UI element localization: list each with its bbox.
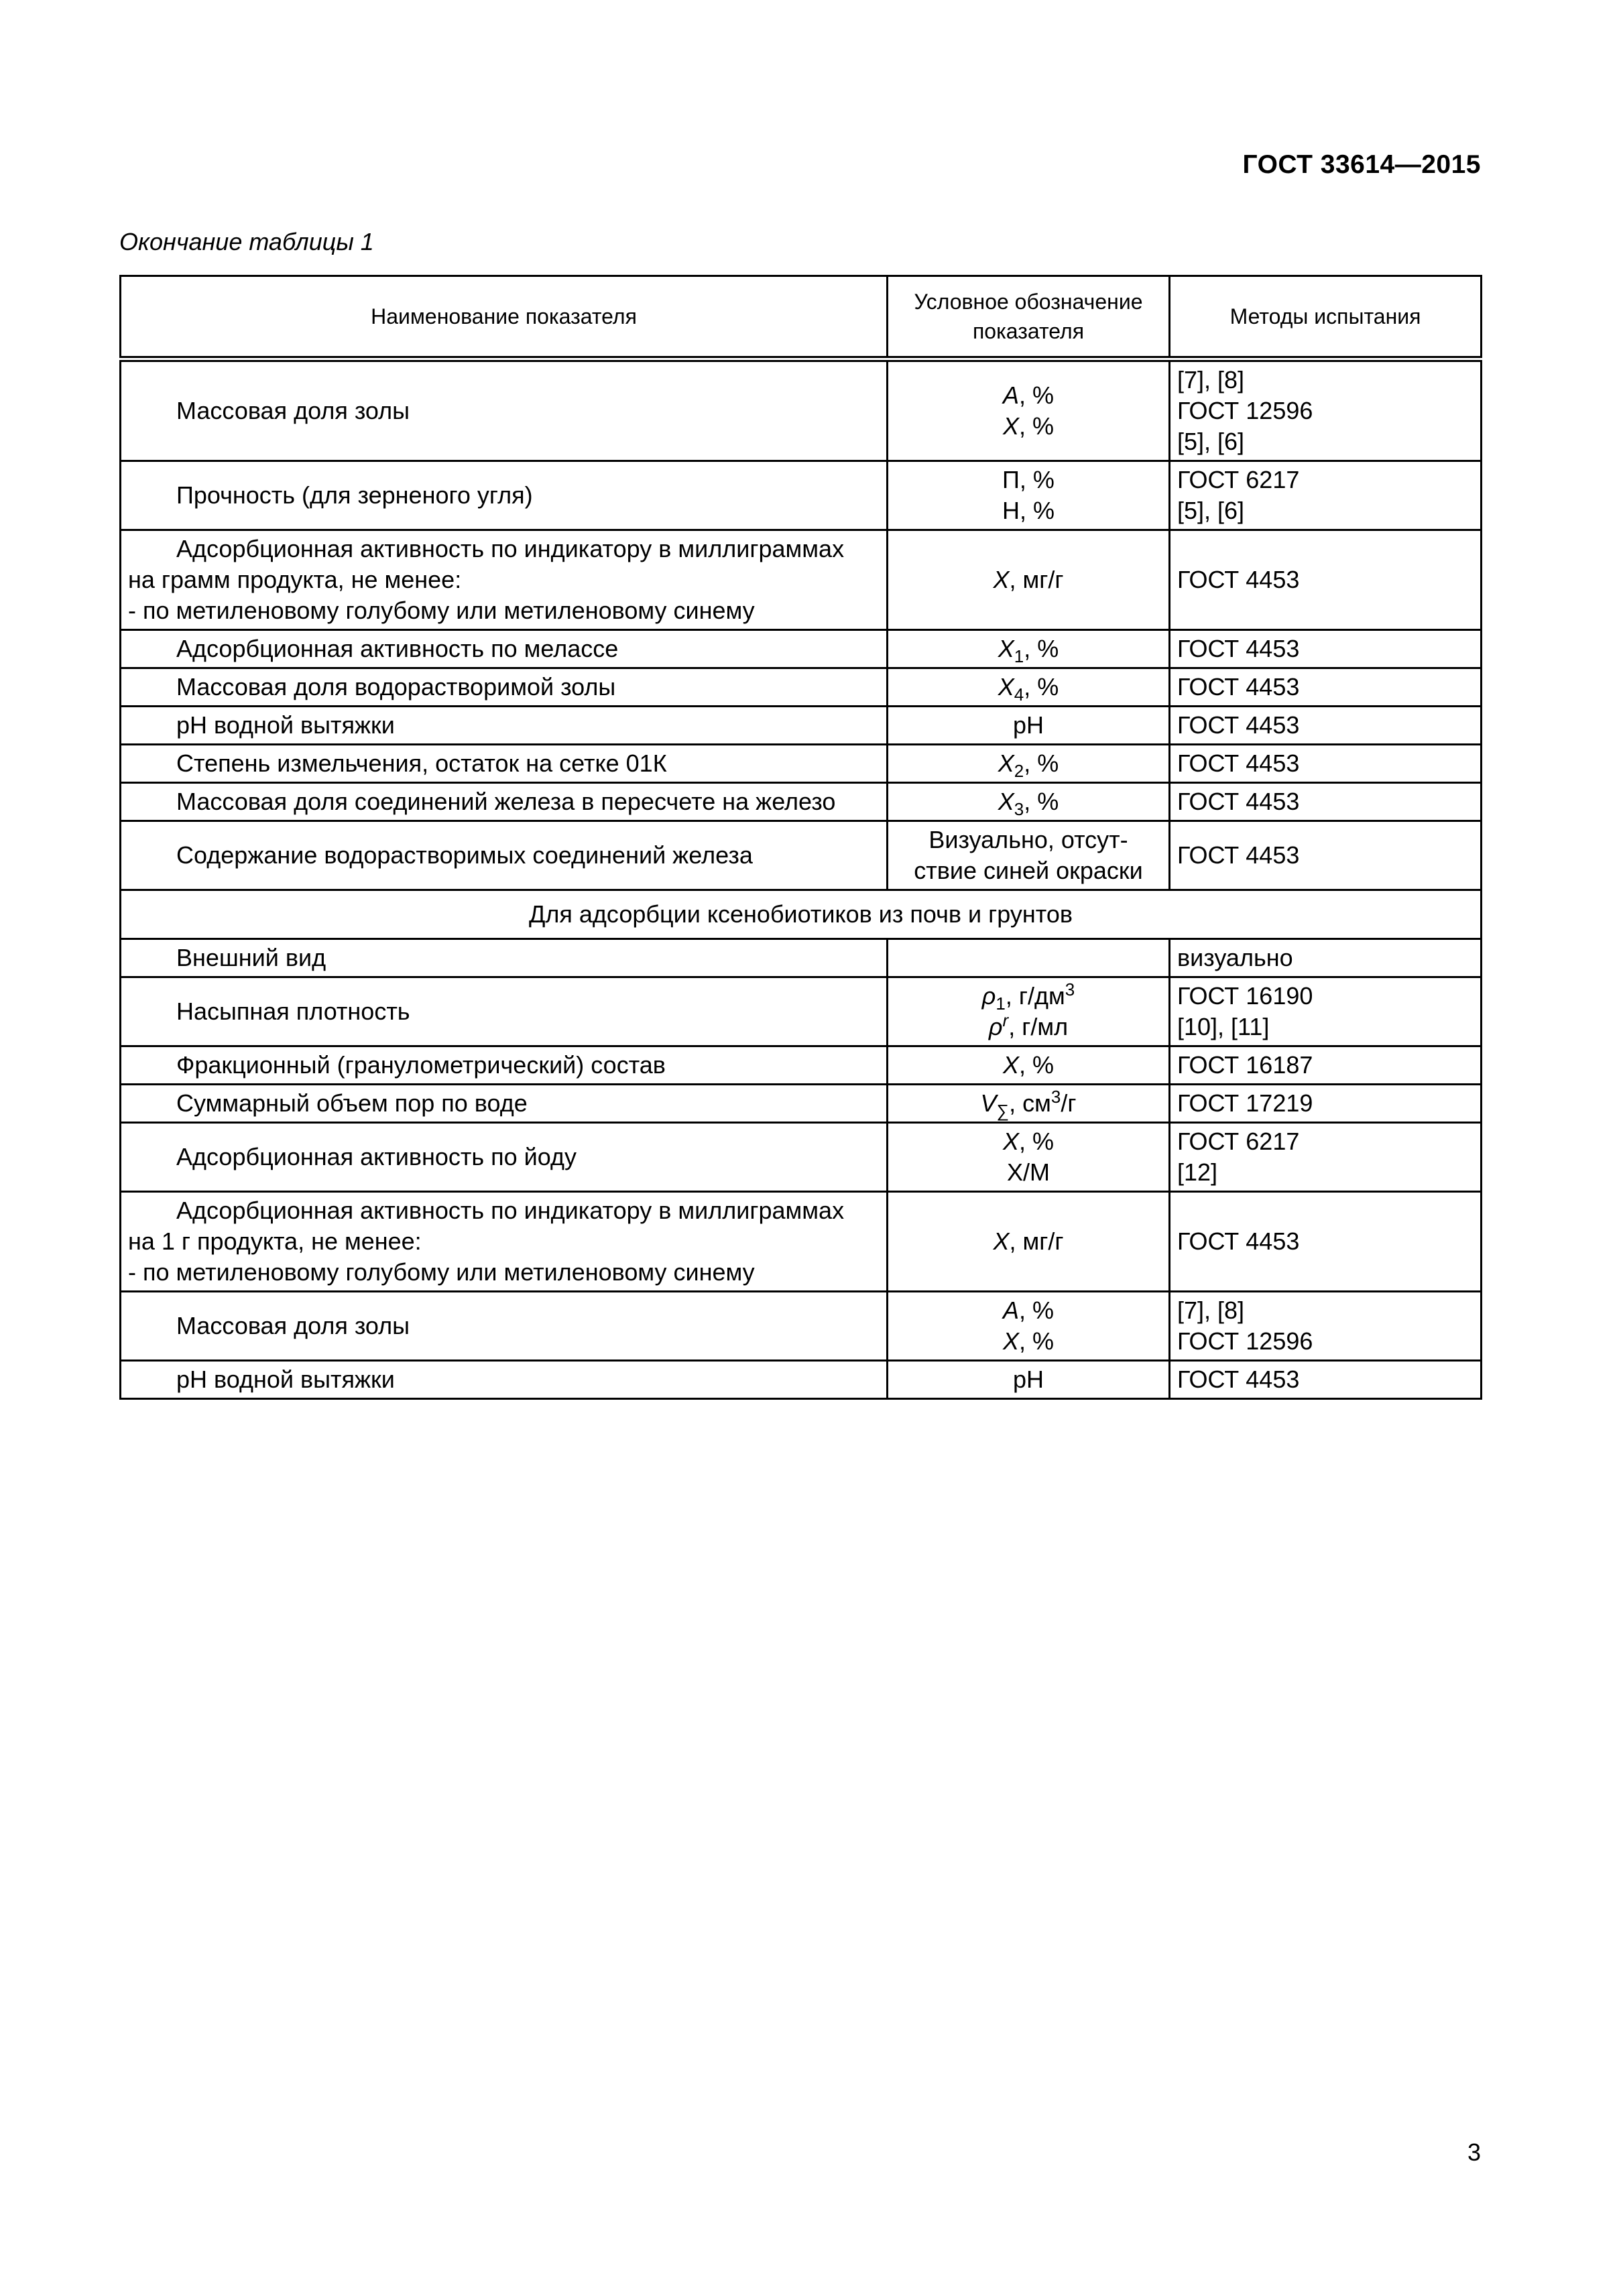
symbol-line xyxy=(895,1126,1162,1157)
indicator-symbol-cell xyxy=(888,1192,1170,1292)
test-method-line: ГОСТ 16190 xyxy=(1177,982,1313,1010)
table-row xyxy=(121,1292,1482,1361)
indicator-name-line: Внешний вид xyxy=(176,944,326,971)
symbol-unit: , % xyxy=(1019,412,1055,440)
table-row xyxy=(121,977,1482,1046)
symbol-unit: , г/дм xyxy=(1005,982,1065,1010)
symbol-line xyxy=(895,1157,1162,1188)
symbol-text: П, % xyxy=(1002,466,1055,493)
symbol-line xyxy=(895,672,1162,703)
test-method-cell xyxy=(1170,1085,1482,1123)
symbol-unit: , мг/г xyxy=(1009,1227,1064,1255)
symbol-variable: X xyxy=(1002,412,1019,440)
indicator-name-cell xyxy=(121,461,888,530)
table-row xyxy=(121,783,1482,821)
symbol-unit: , % xyxy=(1019,1128,1055,1155)
symbol-variable: ρ xyxy=(988,1013,1003,1040)
symbol-text: Визуально, отсут- xyxy=(928,826,1128,853)
symbol-line xyxy=(895,380,1162,411)
indicator-name-line: Адсорбционная активность по йоду xyxy=(176,1143,577,1170)
indicator-name-line: Содержание водорастворимых соединений железа xyxy=(176,841,753,869)
symbol-unit: , % xyxy=(1024,673,1059,701)
indicator-symbol-cell xyxy=(888,745,1170,783)
indicator-name-line: Массовая доля золы xyxy=(176,397,410,424)
symbol-unit-exponent: 3 xyxy=(1065,979,1075,1000)
symbol-line xyxy=(895,1326,1162,1357)
test-method-cell xyxy=(1170,745,1482,783)
symbol-unit: , % xyxy=(1019,1051,1055,1079)
indicator-name-cell xyxy=(121,1085,888,1123)
symbol-line xyxy=(895,1364,1162,1395)
table-caption: Окончание таблицы 1 xyxy=(119,228,374,255)
test-method-line: ГОСТ 6217 xyxy=(1177,1128,1300,1155)
symbol-line xyxy=(895,786,1162,820)
indicators-table xyxy=(119,275,1482,1400)
indicator-name-cell xyxy=(121,707,888,745)
test-method-line: ГОСТ 4453 xyxy=(1177,749,1300,777)
symbol-text: X/M xyxy=(1006,1158,1050,1186)
table-row xyxy=(121,939,1482,977)
indicator-name-cell xyxy=(121,630,888,668)
indicator-name-line: Адсорбционная активность по мелассе xyxy=(176,635,619,662)
indicator-name-cell xyxy=(121,745,888,783)
test-method-cell xyxy=(1170,1192,1482,1292)
table-row xyxy=(121,668,1482,707)
symbol-line xyxy=(895,564,1162,595)
symbol-line xyxy=(895,411,1162,442)
test-method-line: ГОСТ 4453 xyxy=(1177,1366,1300,1393)
symbol-superscript: r xyxy=(1002,1010,1009,1030)
indicator-name-cell xyxy=(121,821,888,890)
symbol-unit-exponent: 3 xyxy=(1050,1087,1061,1107)
table-row xyxy=(121,821,1482,890)
test-method-cell xyxy=(1170,939,1482,977)
test-method-line: [5], [6] xyxy=(1177,497,1245,524)
indicator-name-line: Степень измельчения, остаток на сетке 01К xyxy=(176,749,667,777)
symbol-line xyxy=(895,981,1162,1012)
symbol-line xyxy=(895,748,1162,782)
table-row xyxy=(121,1123,1482,1192)
test-method-line: ГОСТ 4453 xyxy=(1177,635,1300,662)
indicator-symbol-cell xyxy=(888,821,1170,890)
symbol-variable: X xyxy=(993,566,1010,593)
symbol-variable: A xyxy=(1002,381,1019,409)
indicator-name-cell xyxy=(121,530,888,630)
indicator-symbol-cell xyxy=(888,1085,1170,1123)
symbol-unit-tail: /г xyxy=(1061,1089,1077,1117)
symbol-variable: ρ xyxy=(981,982,996,1010)
table-row xyxy=(121,630,1482,668)
table-row xyxy=(121,359,1482,461)
test-method-cell xyxy=(1170,1123,1482,1192)
indicator-symbol-cell xyxy=(888,1046,1170,1085)
indicator-name-cell xyxy=(121,1192,888,1292)
indicator-name-line: Массовая доля соединений железа в пересчете на железо xyxy=(176,788,836,815)
test-method-line: ГОСТ 12596 xyxy=(1177,397,1313,424)
table-row xyxy=(121,1046,1482,1085)
indicator-symbol-cell xyxy=(888,939,1170,977)
symbol-unit: , % xyxy=(1019,1327,1055,1355)
test-method-line: [12] xyxy=(1177,1158,1218,1186)
test-method-cell xyxy=(1170,630,1482,668)
indicator-symbol-cell xyxy=(888,630,1170,668)
symbol-line xyxy=(895,1226,1162,1257)
indicator-name-line: Прочность (для зерненого угля) xyxy=(176,481,533,509)
test-method-line: ГОСТ 4453 xyxy=(1177,841,1300,869)
indicator-symbol-cell xyxy=(888,1361,1170,1399)
test-method-line: ГОСТ 4453 xyxy=(1177,711,1300,739)
test-method-cell xyxy=(1170,821,1482,890)
indicator-name-cell xyxy=(121,668,888,707)
test-method-cell xyxy=(1170,1361,1482,1399)
symbol-unit: , см xyxy=(1009,1089,1051,1117)
table-row xyxy=(121,707,1482,745)
symbol-line xyxy=(895,495,1162,526)
document-code: ГОСТ 33614—2015 xyxy=(1242,150,1481,179)
test-method-line: ГОСТ 16187 xyxy=(1177,1051,1313,1079)
symbol-variable: X xyxy=(1002,1327,1019,1355)
indicator-symbol-cell xyxy=(888,530,1170,630)
table-header-row xyxy=(121,276,1482,359)
indicator-name-line: pH водной вытяжки xyxy=(176,711,395,739)
test-method-line: [5], [6] xyxy=(1177,428,1245,455)
symbol-subscript: 1 xyxy=(996,993,1006,1014)
test-method-line: ГОСТ 17219 xyxy=(1177,1089,1313,1117)
symbol-line xyxy=(895,465,1162,495)
symbol-unit: , % xyxy=(1024,749,1059,777)
indicator-name-line: - по метиленовому голубому или метиленовому синему xyxy=(128,1258,755,1286)
indicator-symbol-cell xyxy=(888,1123,1170,1192)
test-method-line: ГОСТ 4453 xyxy=(1177,673,1300,701)
symbol-variable: X xyxy=(998,673,1014,701)
test-method-line: визуально xyxy=(1177,944,1293,971)
test-method-line: ГОСТ 4453 xyxy=(1177,566,1300,593)
indicator-name-line: Фракционный (гранулометрический) состав xyxy=(176,1051,666,1079)
symbol-unit: , % xyxy=(1024,788,1059,815)
test-method-line: ГОСТ 6217 xyxy=(1177,466,1300,493)
symbol-variable: V xyxy=(980,1089,997,1117)
column-header-name: Наименование показателя xyxy=(121,276,888,359)
table-row xyxy=(121,1192,1482,1292)
column-header-methods: Методы испытания xyxy=(1170,276,1482,359)
indicator-symbol-cell xyxy=(888,1292,1170,1361)
test-method-cell xyxy=(1170,783,1482,821)
indicator-symbol-cell xyxy=(888,707,1170,745)
symbol-variable: X xyxy=(1002,1051,1019,1079)
symbol-subscript: 3 xyxy=(1014,799,1024,820)
indicator-name-cell xyxy=(121,783,888,821)
symbol-unit: , % xyxy=(1024,635,1059,662)
indicator-name-line: на грамм продукта, не менее: xyxy=(128,566,462,593)
symbol-text: pH xyxy=(1012,1366,1044,1393)
test-method-cell xyxy=(1170,707,1482,745)
symbol-variable: X xyxy=(993,1227,1010,1255)
test-method-cell xyxy=(1170,359,1482,461)
section-title: Для адсорбции ксенобиотиков из почв и грунтов xyxy=(121,890,1482,939)
symbol-variable: X xyxy=(998,635,1014,662)
symbol-line xyxy=(895,1012,1162,1042)
symbol-text: Н, % xyxy=(1002,497,1055,524)
test-method-line: ГОСТ 4453 xyxy=(1177,1227,1300,1255)
page-number: 3 xyxy=(1467,2138,1481,2166)
symbol-line xyxy=(895,825,1162,855)
symbol-text: pH xyxy=(1012,711,1044,739)
table-row xyxy=(121,1085,1482,1123)
table-row xyxy=(121,461,1482,530)
indicator-name-line: Адсорбционная активность по индикатору в миллиграммах xyxy=(176,535,845,562)
test-method-cell xyxy=(1170,461,1482,530)
symbol-line xyxy=(895,710,1162,741)
section-row xyxy=(121,890,1482,939)
indicator-name-cell xyxy=(121,939,888,977)
symbol-unit: , % xyxy=(1019,381,1055,409)
indicator-symbol-cell xyxy=(888,668,1170,707)
symbol-unit: , % xyxy=(1019,1296,1055,1324)
indicator-name-cell xyxy=(121,977,888,1046)
symbol-variable: X xyxy=(1002,1128,1019,1155)
symbol-line xyxy=(895,855,1162,886)
symbol-variable: X xyxy=(998,749,1014,777)
indicator-symbol-cell xyxy=(888,359,1170,461)
symbol-line xyxy=(895,1050,1162,1081)
test-method-line: [7], [8] xyxy=(1177,1296,1245,1324)
indicator-name-cell xyxy=(121,1361,888,1399)
symbol-subscript: 4 xyxy=(1014,684,1024,705)
test-method-cell xyxy=(1170,530,1482,630)
indicator-name-line: - по метиленовому голубому или метиленовому синему xyxy=(128,597,755,624)
indicator-name-line: pH водной вытяжки xyxy=(176,1366,395,1393)
symbol-subscript: ∑ xyxy=(996,1101,1010,1122)
indicator-name-line: Суммарный объем пор по воде xyxy=(176,1089,528,1117)
symbol-line xyxy=(895,1087,1162,1122)
indicator-symbol-cell xyxy=(888,461,1170,530)
indicator-name-cell xyxy=(121,1046,888,1085)
indicator-name-line: Массовая доля водорастворимой золы xyxy=(176,673,616,701)
table-row xyxy=(121,1361,1482,1399)
indicator-name-line: Массовая доля золы xyxy=(176,1312,410,1339)
indicator-symbol-cell xyxy=(888,977,1170,1046)
table-row xyxy=(121,745,1482,783)
indicator-name-line: Адсорбционная активность по индикатору в миллиграммах xyxy=(176,1197,845,1224)
table-row xyxy=(121,530,1482,630)
test-method-cell xyxy=(1170,1292,1482,1361)
column-header-symbol: Условное обозначение показателя xyxy=(888,276,1170,359)
indicator-name-line: Насыпная плотность xyxy=(176,998,410,1025)
test-method-line: [7], [8] xyxy=(1177,366,1245,394)
indicator-name-cell xyxy=(121,1123,888,1192)
indicator-name-cell xyxy=(121,359,888,461)
indicator-symbol-cell xyxy=(888,783,1170,821)
test-method-line: [10], [11] xyxy=(1177,1013,1270,1040)
symbol-subscript: 2 xyxy=(1014,761,1024,782)
table-body xyxy=(121,359,1482,1399)
test-method-cell xyxy=(1170,668,1482,707)
indicator-name-cell xyxy=(121,1292,888,1361)
test-method-line: ГОСТ 4453 xyxy=(1177,788,1300,815)
symbol-variable: A xyxy=(1002,1296,1019,1324)
indicator-name-line: на 1 г продукта, не менее: xyxy=(128,1227,422,1255)
symbol-line xyxy=(895,1295,1162,1326)
symbol-subscript: 1 xyxy=(1014,646,1024,667)
symbol-variable: X xyxy=(998,788,1014,815)
test-method-cell xyxy=(1170,1046,1482,1085)
symbol-unit: , г/мл xyxy=(1008,1013,1069,1040)
symbol-line xyxy=(895,633,1162,667)
symbol-unit: , мг/г xyxy=(1009,566,1064,593)
symbol-text: ствие синей окраски xyxy=(914,857,1143,884)
test-method-line: ГОСТ 12596 xyxy=(1177,1327,1313,1355)
test-method-cell xyxy=(1170,977,1482,1046)
